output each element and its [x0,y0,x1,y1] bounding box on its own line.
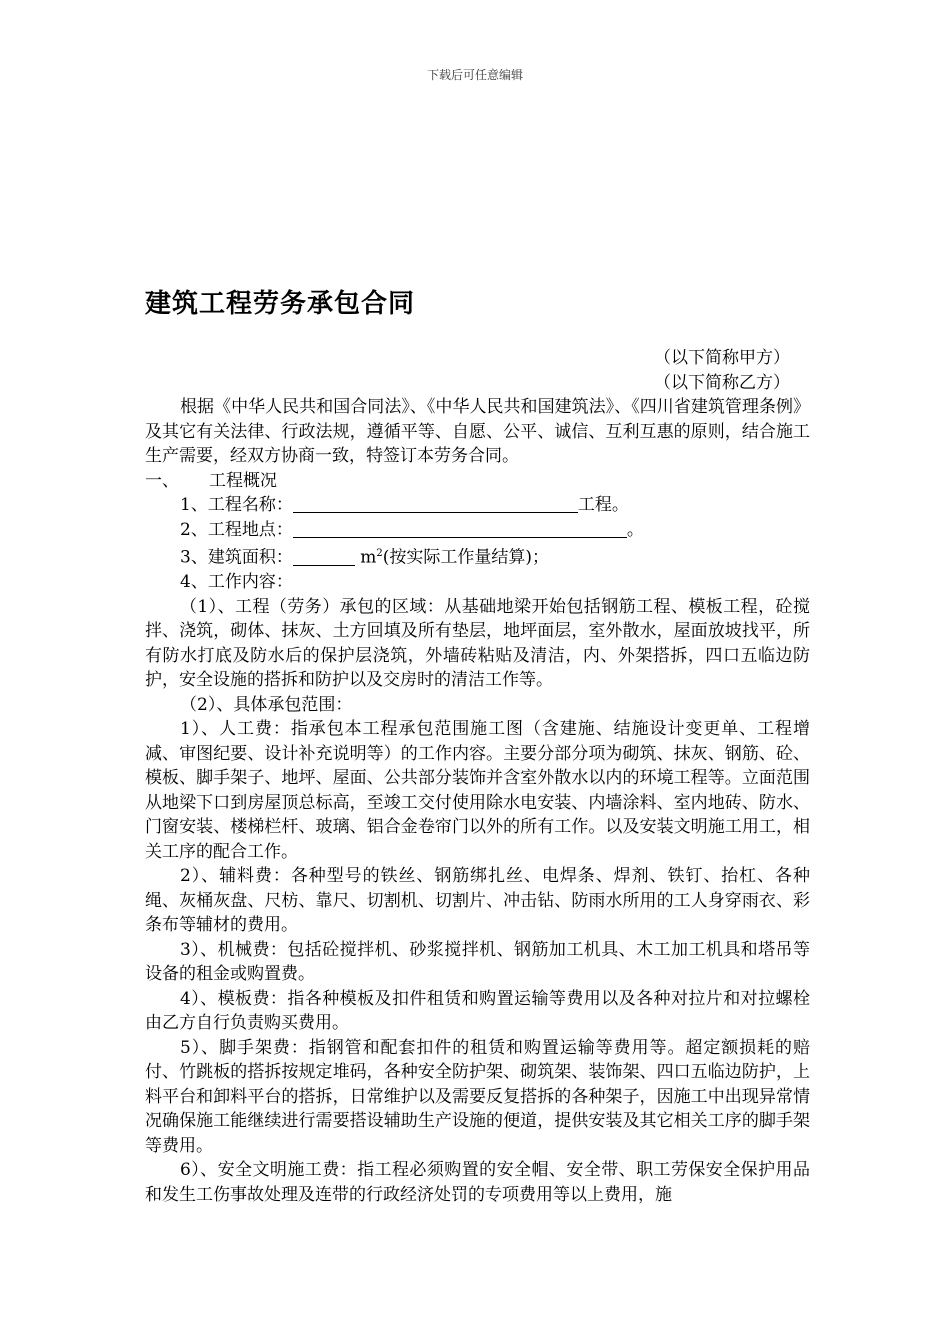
paragraph-labor-cost: 1）、人工费：指承包本工程承包范围施工图（含建施、结施设计变更单、工程增减、审图纪要、设计补充说明等）的工作内容。主要分部分项为砌筑、抹灰、钢筋、砼、模板、脚手架子、地坪、屋面、公共部分装饰并含室外散水以内的环境工程等。立面范围从地梁下口到房屋顶总标高，至竣工交付使用除水电安装、内墙涂料、室内地砖、防水、门窗安装、楼梯栏杆、玻璃、铝合金卷帘门以外的所有工作。以及安装文明施工用工，相关工序的配合工作。 [145,719,810,862]
project-location-label: 2、工程地点： [180,519,293,540]
project-name-blank [293,494,578,513]
page-header: 下载后可任意编辑 [426,68,523,82]
document-title: 建筑工程劳务承包合同 [145,289,416,319]
paragraph-machinery: 3）、机械费：包括砼搅拌机、砂浆搅拌机、钢筋加工机具、木工加工机具和塔吊等设备的租金或购置费。 [145,939,810,985]
party-a-line: （以下简称甲方） [654,348,790,368]
building-area-suffix: (按实际工作量结算)； [382,547,549,568]
paragraph-safety-cost: 6）、安全文明施工费：指工程必须购置的安全帽、安全带、职工劳保安全保护用品和发生工伤事故处理及连带的行政经济处罚的专项费用等以上费用，施 [145,1160,810,1205]
document-body [145,346,810,1207]
party-b-line: （以下简称乙方） [654,372,790,393]
paragraph-formwork: 4）、模板费：指各种模板及扣件租赁和购置运输等费用以及各种对拉片和对拉螺栓由乙方自行负责购买费用。 [145,988,810,1034]
section-heading [145,469,810,494]
building-area-label: 3、建筑面积： [180,547,293,568]
building-area-blank [293,547,355,566]
project-name-suffix: 工程。 [577,495,629,515]
building-area-row [145,542,810,570]
paragraph-contract-area: （1）、工程（劳务）承包的区域：从基础地梁开始包括钢筋工程、模板工程，砼搅拌、浇筑，砌体、抹灰、土方回填及所有垫层，地坪面层，室外散水，屋面放坡找平，所有防水打底及防水后的保护层浇筑，外墙砖粘贴及清洁，内、外架搭拆，四口五临边防护，安全设施的搭拆和防护以及交房时的清洁工作等。 [145,596,810,691]
project-location-row [145,518,810,543]
project-location-suffix: 。 [626,519,644,540]
paragraph-auxiliary-material: 2）、辅料费：各种型号的铁丝、钢筋绑扎丝、电焊条、焊剂、铁钉、抬杠、各种绳、灰桶灰盘、尺枋、靠尺、切割机、切割片、冲击钻、防雨水所用的工人身穿雨衣、彩条布等辅材的费用。 [145,866,810,936]
paragraph-scope-heading: （2）、具体承包范围： [180,694,353,715]
section-number: 一、 [145,470,179,491]
area-unit: m [360,547,377,568]
paragraph-scaffolding: 5）、脚手架费：指钢管和配套扣件的租赁和购置运输等费用等。超定额损耗的赔付、竹跳板的搭拆按规定堆码，各种安全防护架、砌筑架、装饰架、四口五临边防护，上料平台和卸料平台的搭拆，日常维护以及需要反复搭拆的各种架子，因施工中出现异常情况确保施工能继续进行需要搭设辅助生产设施的便道，提供安装及其它相关工序的脚手架等费用。 [145,1037,810,1156]
project-name-label: 1、工程名称： [180,495,293,515]
section-title: 工程概况 [209,470,277,491]
work-content-label: 4、工作内容： [180,572,293,593]
project-name-row [145,493,810,518]
area-unit-sup: 2 [376,548,383,559]
project-location-blank [293,519,627,538]
intro-paragraph: 根据《中华人民共和国合同法》、《中华人民共和国建筑法》、《四川省建筑管理条例》及其它有关法律、行政法规，遵循平等、自愿、公平、诚信、互利互惠的原则，结合施工生产需要，经双方协商一致，特签订本劳务合同。 [145,397,810,466]
